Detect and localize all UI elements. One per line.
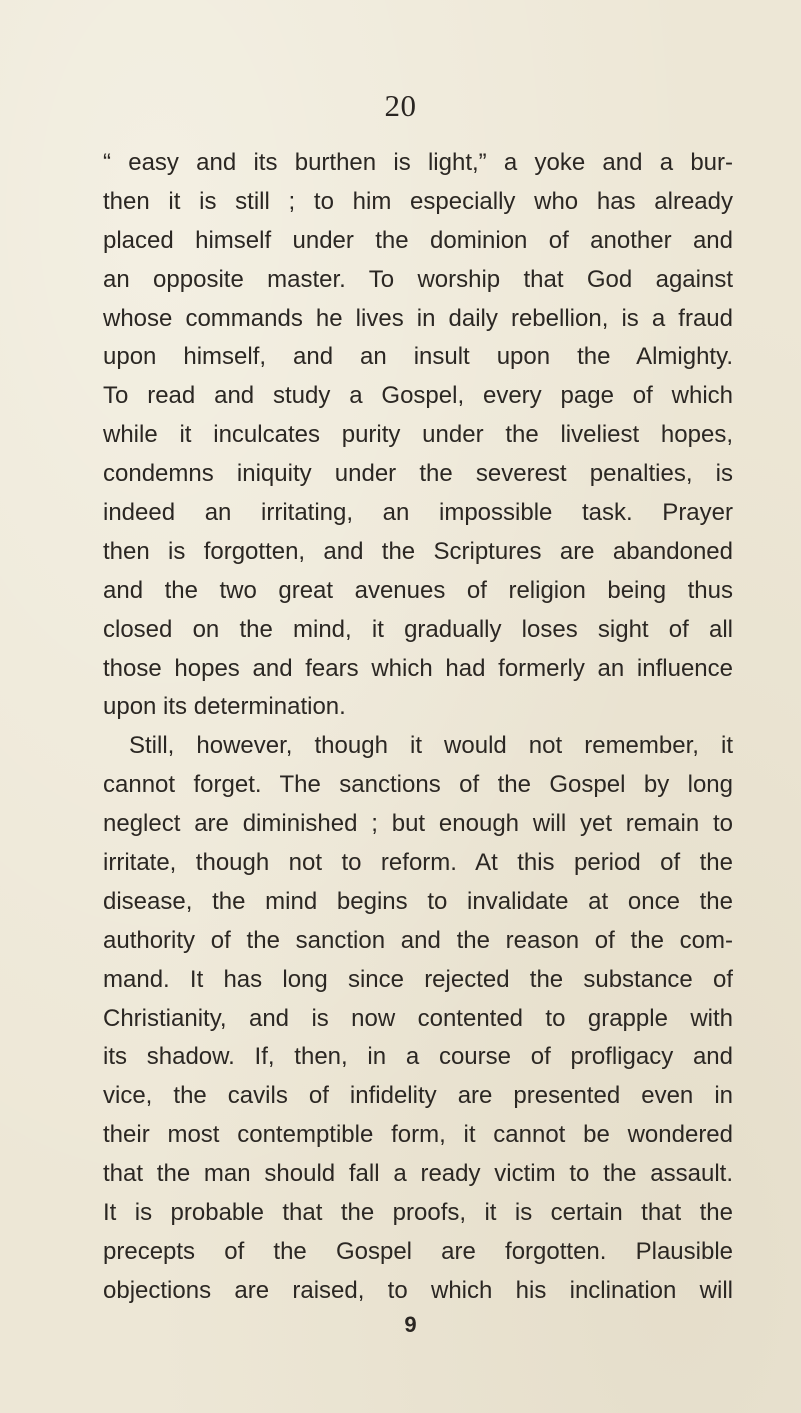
text-line: placed himself under the dominion of another and — [103, 226, 733, 254]
text-line: authority of the sanction and the reason of the com- — [103, 926, 733, 954]
text-line: those hopes and fears which had formerly an influence — [103, 654, 733, 682]
text-line: Christianity, and is now contented to grapple with — [103, 1004, 733, 1032]
text-line: disease, the mind begins to invalidate at once the — [103, 887, 733, 915]
text-line: an opposite master. To worship that God against — [103, 265, 733, 293]
text-line: cannot forget. The sanctions of the Gospel by long — [103, 771, 733, 799]
text-line: objections are raised, to which his inclination will — [103, 1276, 733, 1304]
text-line: precepts of the Gospel are forgotten. Plausible — [103, 1237, 733, 1265]
text-line: their most contemptible form, it cannot be wondered — [103, 1121, 733, 1149]
text-line: whose commands he lives in daily rebellion, is a fraud — [103, 304, 733, 332]
paragraph-start-line: Still, however, though it would not remember, it — [129, 732, 733, 760]
text-line: It is probable that the proofs, it is certain that the — [103, 1199, 733, 1227]
text-line: condemns iniquity under the severest penalties, is — [103, 460, 733, 488]
signature-mark: 9 — [404, 1312, 417, 1337]
text-line: closed on the mind, it gradually loses sight of all — [103, 615, 733, 643]
text-line: neglect are diminished ; but enough will yet remain to — [103, 810, 733, 838]
text-line: upon himself, and an insult upon the Almighty. — [103, 343, 733, 371]
text-line: “ easy and its burthen is light,” a yoke and a bur- — [103, 149, 733, 176]
paragraph-end-line: upon its determination. — [103, 693, 346, 721]
text-line: its shadow. If, then, in a course of profligacy and — [103, 1043, 733, 1071]
text-line: To read and study a Gospel, every page of which — [103, 382, 733, 410]
text-line: that the man should fall a ready victim to the assault. — [103, 1160, 733, 1188]
text-line: irritate, though not to reform. At this period of the — [103, 849, 733, 877]
text-line: vice, the cavils of infidelity are presented even in — [103, 1082, 733, 1110]
text-line: mand. It has long since rejected the substance of — [103, 965, 733, 993]
body-text — [103, 144, 733, 1311]
page-number: 20 — [384, 88, 417, 123]
text-line: and the two great avenues of religion being thus — [103, 576, 733, 604]
text-line: then is forgotten, and the Scriptures are abandoned — [103, 537, 733, 565]
text-line: while it inculcates purity under the liveliest hopes, — [103, 421, 733, 449]
text-line: indeed an irritating, an impossible task. Prayer — [103, 499, 733, 527]
text-line: then it is still ; to him especially who has already — [103, 187, 733, 215]
